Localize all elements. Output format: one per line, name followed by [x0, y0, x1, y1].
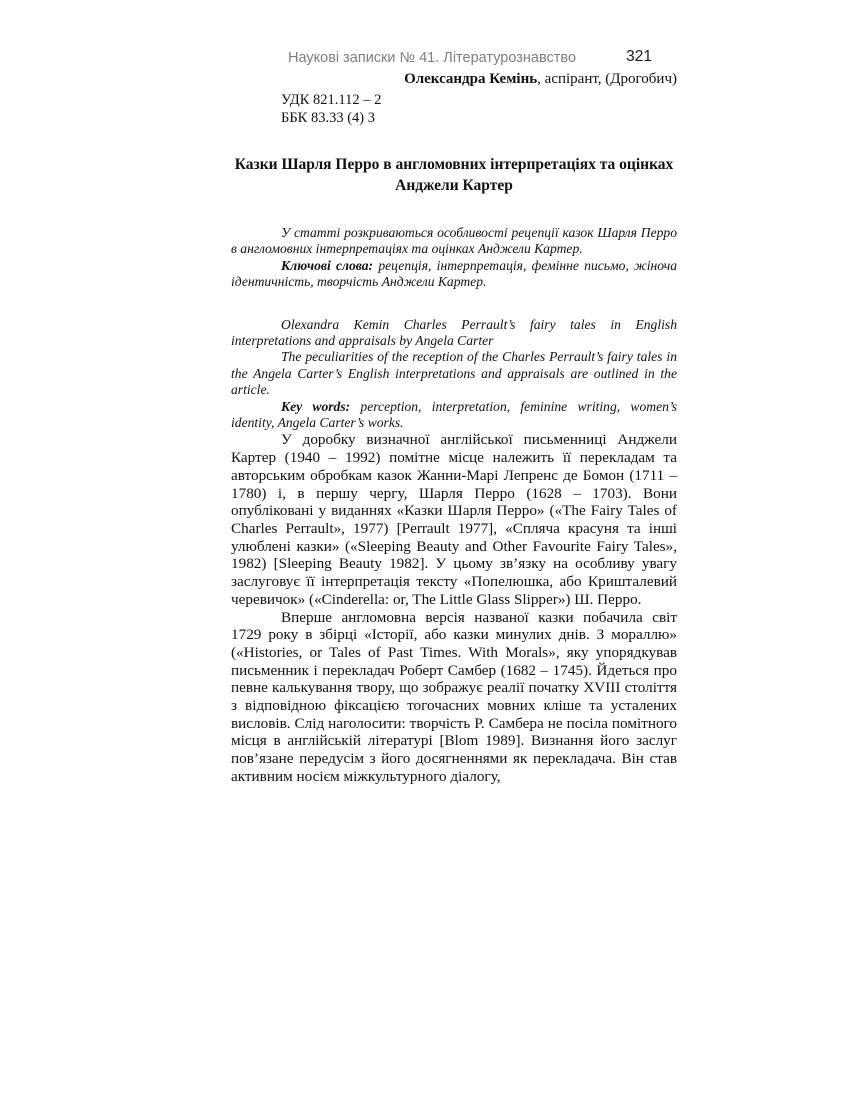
keywords-ua	[231, 258, 677, 291]
journal-title: Наукові записки № 41. Літературознавство	[288, 50, 577, 66]
article-title-line-2: Анджели Картер	[395, 177, 513, 194]
article-title-line-1: Казки Шарля Перро в англомовних інтерпретаціях та оцінках	[234, 156, 674, 173]
keywords-en-list: perception, interpretation, feminine writing, women’s identity, Angela Carter’s works.	[231, 398, 677, 431]
keywords-ua-list: рецепція, інтерпретація, фемінне письмо, жіноча ідентичність, творчість Анджели Картер.	[231, 257, 678, 290]
body-paragraph-2: Вперше англомовна версія названої казки побачила світ 1729 року в збірці «Історії, або казки минулих днів. З мораллю» («Histories, or Tales of Past Times. With Morals», яку упорядкував письменник і перекладач Роберт Самбер (1682 – 1745). Йдеться про певне калькування твору, що зображує реалії початку XVIII століття з відповідною фіксацією тогочасних мовних кліше та усталених висловів. Слід наголосити: творчість Р. Самбера не посіла помітного місця в англійській літературі [Blom 1989]. Визнання його заслуг пов’язане передусім з його досягненнями як перекладача. Він став активним носієм міжкультурного діалогу,	[231, 608, 677, 785]
keywords-ua-label: Ключові слова:	[281, 257, 374, 273]
article-title	[231, 154, 677, 196]
body-paragraph-1: У доробку визначної англійської письменниці Анджели Картер (1940 – 1992) помітне місце належить її перекладам та авторським обробкам казок Жанни-Марі Лепренс де Бомон (1711 – 1780) і, в першу чергу, Шарля Перро (1628 – 1703). Вони опубліковані у виданнях «Казки Шарля Перро» («The Fairy Tales of Charles Perrault», 1977) [Perrault 1977], «Спляча красуня та інші улюблені казки» («Sleeping Beauty and Other Favourite Fairy Tales», 1982) [Sleeping Beauty 1982]. У цьому зв’язку на особливу увагу заслуговує її інтерпретація тексту «Попелюшка, або Кришталевий черевичок» («Cinderella: or, The Little Glass Slipper») Ш. Перро.	[231, 431, 677, 608]
bbk-code: ББК 83.33 (4) 3	[281, 110, 375, 126]
abstract-en: The peculiarities of the reception of the Charles Perrault’s fairy tales in the Angela Carter’s English interpretations and appraisals are outlined in the article.	[231, 349, 677, 398]
author-affiliation: , аспірант, (Дрогобич)	[537, 71, 677, 87]
keywords-en-label: Key words:	[281, 398, 351, 414]
abstract-ua: У статті розкриваються особливості рецепції казок Шарля Перро в англомовних інтерпретаціях та оцінках Анджели Картер.	[231, 225, 677, 257]
author-line	[231, 70, 677, 88]
author-name: Олександра Кемінь	[404, 71, 538, 87]
udk-code: УДК 821.112 – 2	[281, 92, 382, 108]
abstract-en-title: Olexandra Kemin Charles Perrault’s fairy tales in English interpretations and appraisals by Angela Carter	[231, 316, 677, 349]
article-body	[231, 70, 677, 786]
running-header	[288, 48, 680, 72]
page-number: 321	[626, 48, 652, 65]
keywords-en	[231, 399, 677, 432]
classification-codes	[281, 91, 677, 127]
